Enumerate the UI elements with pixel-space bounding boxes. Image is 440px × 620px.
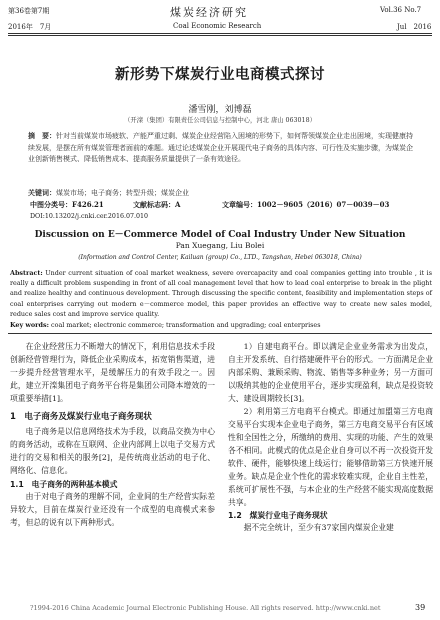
affiliation-cn: （开滦（集团）有限责任公司信息与控制中心，河北 唐山 063018） bbox=[124, 117, 316, 124]
intro-paragraph: 在企业经营压力不断增大的情况下，利用信息技术手段创新经营管理行为，降低企业采购成本，拓宽销售渠道，进一步提升经营管理水平，是缓解压力的有效手段之一。因此，建立开滦集团电子商务平台将是集团公司降本增效的一项重要举措[1]。 bbox=[10, 342, 215, 403]
authors-en: Pan Xuegang, Liu Bolei bbox=[175, 241, 265, 250]
doi: DOI:10.13202/j.cnki.cer.2016.07.010 bbox=[30, 213, 148, 220]
section-1-1-paragraph: 由于对电子商务的理解不同，企业间的生产经营实际差异较大，目前在煤炭行业还没有一个成型的电商模式来参考，但总的说有以下两种形式。 bbox=[10, 492, 215, 527]
mode-2-paragraph: 2）利用第三方电商平台模式。即通过加盟第三方电商交易平台实现本企业电子商务，第三方电商交易平台有区域性和全国性之分，所缴纳的费用、实现的功能、产生的效果各不相同。此模式的优点是企业自身可以不再一次投资开发软件、硬件，能够快速上线运行；能够借助第三方快速开展业务。缺点是企业个性化的需求较难实现，企业自主性差，系统可扩展性不强，与本企业的生产经营不能实现高度数据共享。 bbox=[228, 407, 433, 507]
journal-title-cn: 煤炭经济研究 bbox=[170, 6, 248, 19]
mode-1-paragraph: 1）自建电商平台。即以满足企业业务需求为出发点，自主开发系统、自行搭建硬件平台的形式。一方面满足企业内部采购、兼顾采购、物流、销售等多种业务；另一方面可以吸纳其他的企业使用平台，逐步实现盈利，缺点是投资较大、建设周期较长[3]。 bbox=[228, 342, 433, 403]
keywords-cn-label: 关键词： bbox=[28, 188, 56, 197]
header-rule-top bbox=[8, 33, 432, 34]
abstract-cn-text: 针对当前煤炭市场疲软、产能严重过剩、煤炭企业经营陷入困境的形势下，如何帮领煤炭企业走出困境，实现健康持续发展，是摆在所有煤炭管理者面前的难题。通过论述煤炭企业开展现代电子商务的具体内容、可行性及实施步骤，为煤炭企业创新销售模式、降低销售成本、提高服务质量提供了一条有效途径。 bbox=[28, 132, 413, 163]
keywords-en bbox=[10, 320, 432, 330]
copyright-footer: ?1994-2016 China Academic Journal Electronic Publishing House. All rights reserved. http://www.cnki.net bbox=[30, 604, 381, 612]
right-column bbox=[228, 340, 433, 534]
affiliation-en: (Information and Control Center, Kailuan (group) Co., LTD., Tangshan, Hebei 063018, China) bbox=[78, 254, 362, 261]
keywords-en-label: Key words: bbox=[10, 321, 49, 329]
date-cn: 2016年 7月 bbox=[8, 23, 52, 31]
authors-cn: 潘雪刚，刘博磊 bbox=[188, 105, 252, 115]
abstract-en-label: Abstract: bbox=[10, 269, 43, 277]
issue-label: 第36卷第7期 bbox=[8, 7, 50, 15]
keywords-cn-text: 煤炭市场；电子商务；转型升级；煤炭企业 bbox=[56, 189, 189, 197]
section-1-2-heading: 1.2 煤炭行业电子商务现状 bbox=[228, 511, 328, 520]
left-column bbox=[10, 340, 215, 529]
date-en: Jul 2016 bbox=[397, 23, 432, 31]
abstract-cn bbox=[28, 130, 416, 166]
header-rule-bottom bbox=[8, 35, 432, 36]
abstract-cn-label: 摘 要： bbox=[28, 131, 56, 140]
section-1-paragraph: 电子商务是以信息网络技术为手段，以商品交换为中心的商务活动，或称在互联网、企业内部网上以电子交易方式进行的交易和相关的服务[2]，是传统商业活动的电子化、网络化、信息化。 bbox=[10, 427, 215, 475]
document-code: 文献标志码：A bbox=[133, 200, 181, 209]
keywords-cn bbox=[28, 187, 416, 200]
section-1-heading: 1 电子商务及煤炭行业电子商务现状 bbox=[10, 412, 152, 422]
abstract-en-text: Under current situation of coal market weakness, severe overcapacity and coal companies getting into trouble , it is really a difficult problem suspending in front of all coal management level that how to lead coal enterprise to break in the plight and realize healthy and continuous development. Through discussing the specific content, feasibility and implementation steps of coal enterprises carrying out modern e－commerce model, this paper provides an effective way to create new sales model, reduce sales cost and improve service quality. bbox=[10, 269, 432, 318]
section-1-2-paragraph: 据不完全统计，至少有37家国内煤炭企业建 bbox=[243, 523, 394, 532]
section-1-1-heading: 1.1 电子商务的两种基本模式 bbox=[10, 480, 118, 489]
article-title-cn: 新形势下煤炭行业电商模式探讨 bbox=[115, 67, 325, 83]
journal-title-en: Coal Economic Research bbox=[173, 22, 262, 30]
abstract-divider bbox=[8, 333, 432, 334]
volume-label: Vol.36 No.7 bbox=[380, 6, 422, 14]
article-number: 文章编号：1002－9605（2016）07－0039－03 bbox=[222, 200, 390, 209]
article-title-en: Discussion on E－Commerce Model of Coal Industry Under New Situation bbox=[34, 230, 406, 240]
keywords-en-text: coal market; electronic commerce; transformation and upgrading; coal enterprises bbox=[51, 321, 321, 329]
clc-number: 中图分类号：F426.21 bbox=[30, 200, 104, 209]
page-number: 39 bbox=[415, 603, 426, 612]
abstract-en bbox=[10, 268, 432, 319]
